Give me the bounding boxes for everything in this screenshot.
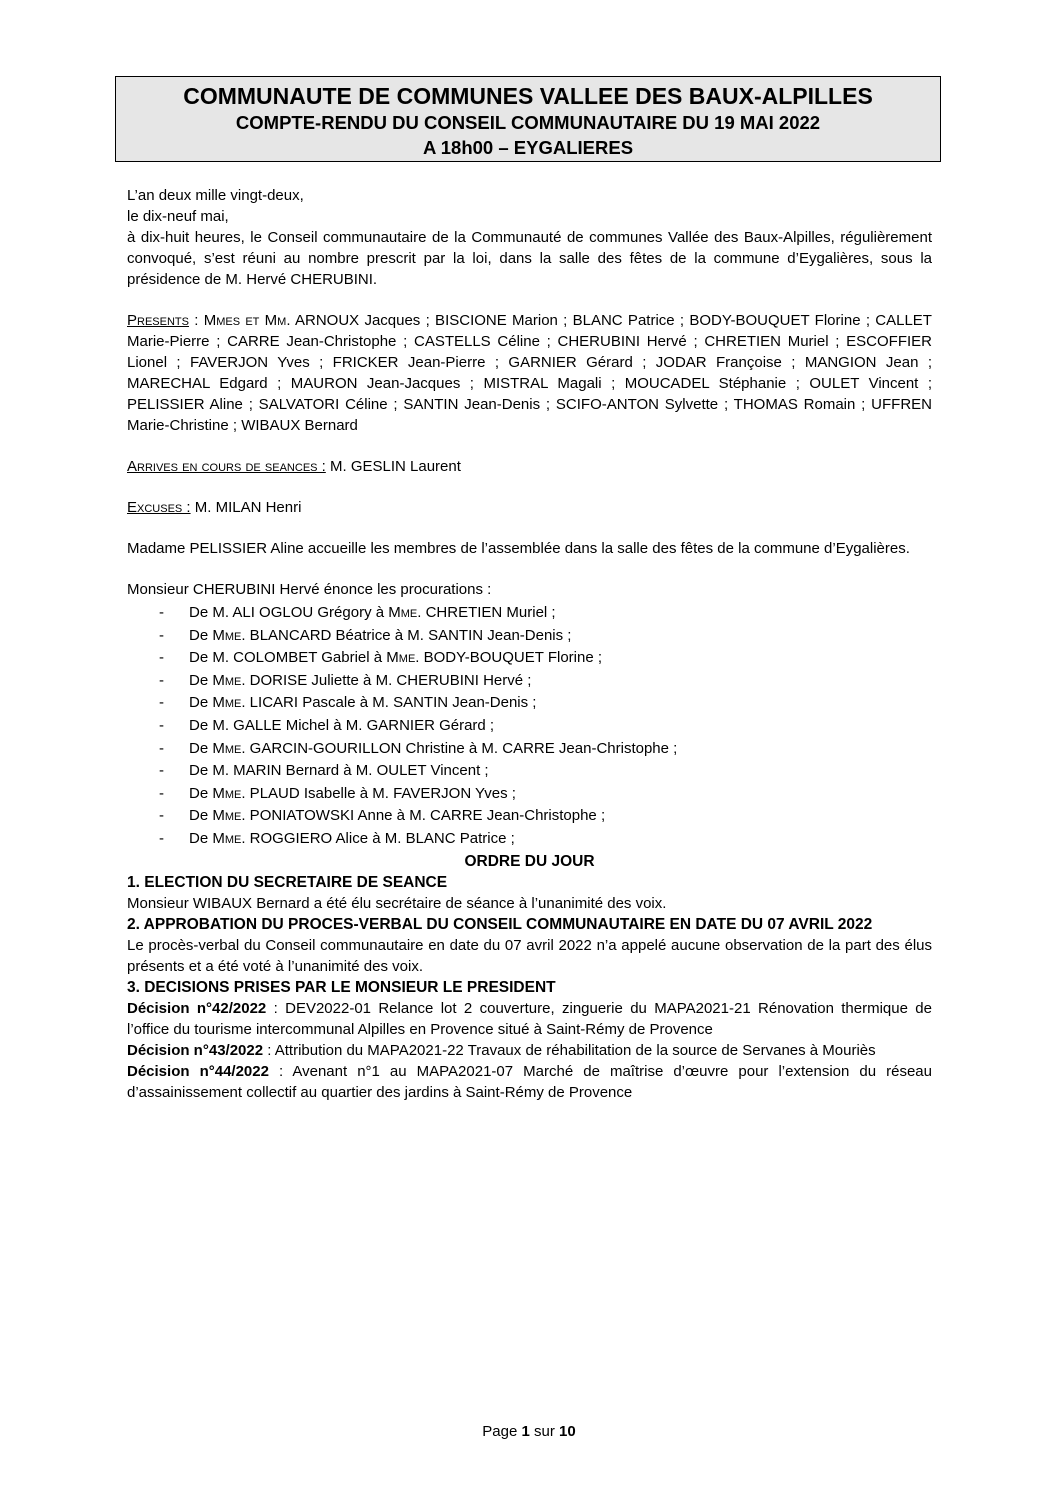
section-1-body: Monsieur WIBAUX Bernard a été élu secrétaire de séance à l’unanimité des voix. [127, 894, 667, 912]
excuses-names: M. MILAN Henri [190, 499, 302, 516]
presents-sep: : [188, 312, 204, 329]
excuses-paragraph [127, 497, 932, 518]
presents-prefix: Mmes et Mm. [203, 312, 291, 329]
decision-44: Décision n°44/2022 : Avenant n°1 au MAPA2021-07 Marché de maîtrise d’œuvre pour l’extension du réseau d’assainissement collectif au quartier des jardins à Saint-Rémy de Provence [127, 1062, 932, 1101]
list-item: - De Mme. ROGGIERO Alice à M. BLANC Patrice ; [159, 829, 515, 847]
section-1-title: 1. ELECTION DU SECRETAIRE DE SEANCE [127, 873, 448, 891]
list-item: - De Mme. LICARI Pascale à M. SANTIN Jean-Denis ; [159, 694, 537, 712]
list-item: - De M. MARIN Bernard à M. OULET Vincent ; [159, 762, 489, 780]
document-body [127, 185, 932, 1103]
presents-paragraph [127, 310, 932, 436]
page-footer: Page 1 sur 10 [482, 1423, 576, 1440]
decision-42: Décision n°42/2022 : DEV2022-01 Relance lot 2 couverture, zinguerie du MAPA2021-21 Rénovation thermique de l’office du tourisme intercommunal Alpilles en Provence situé à Saint-Rémy de Provence [127, 999, 932, 1038]
arrives-paragraph [127, 456, 932, 477]
intro-year: L’an deux mille vingt-deux, [127, 187, 304, 204]
excuses-label: Excuses : [127, 499, 191, 516]
org-title: COMMUNAUTE DE COMMUNES VALLEE DES BAUX-ALPILLES [183, 83, 873, 109]
presents-label: Presents [127, 312, 189, 329]
intro-day: le dix-neuf mai, [127, 208, 229, 225]
title-box [115, 76, 941, 162]
procurations-intro: Monsieur CHERUBINI Hervé énonce les procurations : [127, 581, 492, 598]
section-2-body: Le procès-verbal du Conseil communautaire en date du 07 avril 2022 n’a appelé aucune observation de la part des élus présents et a été voté à l’unanimité des voix. [127, 936, 932, 975]
list-item: - De Mme. PLAUD Isabelle à M. FAVERJON Yves ; [159, 784, 516, 802]
page-number: 1 [521, 1423, 530, 1440]
agenda-title: ORDRE DU JOUR [464, 852, 595, 870]
list-item: - De M. ALI OGLOU Grégory à Mme. CHRETIEN Muriel ; [159, 604, 556, 621]
arrives-label: Arrives en cours de seances : [127, 458, 326, 475]
meeting-time-place: A 18h00 – EYGALIERES [422, 137, 634, 158]
welcome-paragraph: Madame PELISSIER Aline accueille les membres de l’assemblée dans la salle des fêtes de la commune d’Eygalières. [127, 540, 910, 557]
intro-paragraph: à dix-huit heures, le Conseil communautaire de la Communauté de communes Vallée des Baux-Alpilles, régulièrement convoqué, s’est réuni au nombre prescrit par la loi, dans la salle des fêtes de la commune d’Eygalières, sous la présidence de M. Hervé CHERUBINI. [127, 229, 932, 288]
list-item: - De Mme. GARCIN-GOURILLON Christine à M. CARRE Jean-Christophe ; [159, 739, 678, 757]
procurations-list [127, 602, 932, 851]
list-item: - De Mme. DORISE Juliette à M. CHERUBINI Hervé ; [159, 671, 532, 689]
page-total: 10 [559, 1423, 576, 1440]
meeting-title: COMPTE-RENDU DU CONSEIL COMMUNAUTAIRE DU 19 MAI 2022 [235, 112, 821, 133]
list-item: - De M. COLOMBET Gabriel à Mme. BODY-BOUQUET Florine ; [159, 649, 603, 667]
list-item: - De M. GALLE Michel à M. GARNIER Gérard ; [159, 716, 495, 734]
section-3-title: 3. DECISIONS PRISES PAR LE MONSIEUR LE PRESIDENT [127, 978, 556, 996]
section-2-title: 2. APPROBATION DU PROCES-VERBAL DU CONSEIL COMMUNAUTAIRE EN DATE DU 07 AVRIL 2022 [127, 915, 873, 933]
decision-43: Décision n°43/2022 : Attribution du MAPA2021-22 Travaux de réhabilitation de la source de Servanes à Mouriès [127, 1041, 876, 1059]
list-item: - De Mme. BLANCARD Béatrice à M. SANTIN Jean-Denis ; [159, 626, 572, 644]
list-item: - De Mme. PONIATOWSKI Anne à M. CARRE Jean-Christophe ; [159, 807, 606, 825]
presents-list: ARNOUX Jacques ; BISCIONE Marion ; BLANC Patrice ; BODY-BOUQUET Florine ; CALLET Marie-Pierre ; CARRE Jean-Christophe ; CASTELLS Céline ; CHERUBINI Hervé ; CHRETIEN Muriel ; ESCOFFIER Lionel ; FAVERJON Yves ; FRICKER Jean-Pierre ; GARNIER Gérard ; JODAR Françoise ; MANGION Jean ; MARECHAL Edgard ; MAURON Jean-Jacques ; MISTRAL Magali ; MOUCADEL Stéphanie ; OULET Vincent ; PELISSIER Aline ; SALVATORI Céline ; SANTIN Jean-Denis ; SCIFO-ANTON Sylvette ; THOMAS Romain ; UFFREN Marie-Christine ; WIBAUX Bernard [127, 312, 932, 434]
arrives-names: M. GESLIN Laurent [325, 458, 461, 475]
